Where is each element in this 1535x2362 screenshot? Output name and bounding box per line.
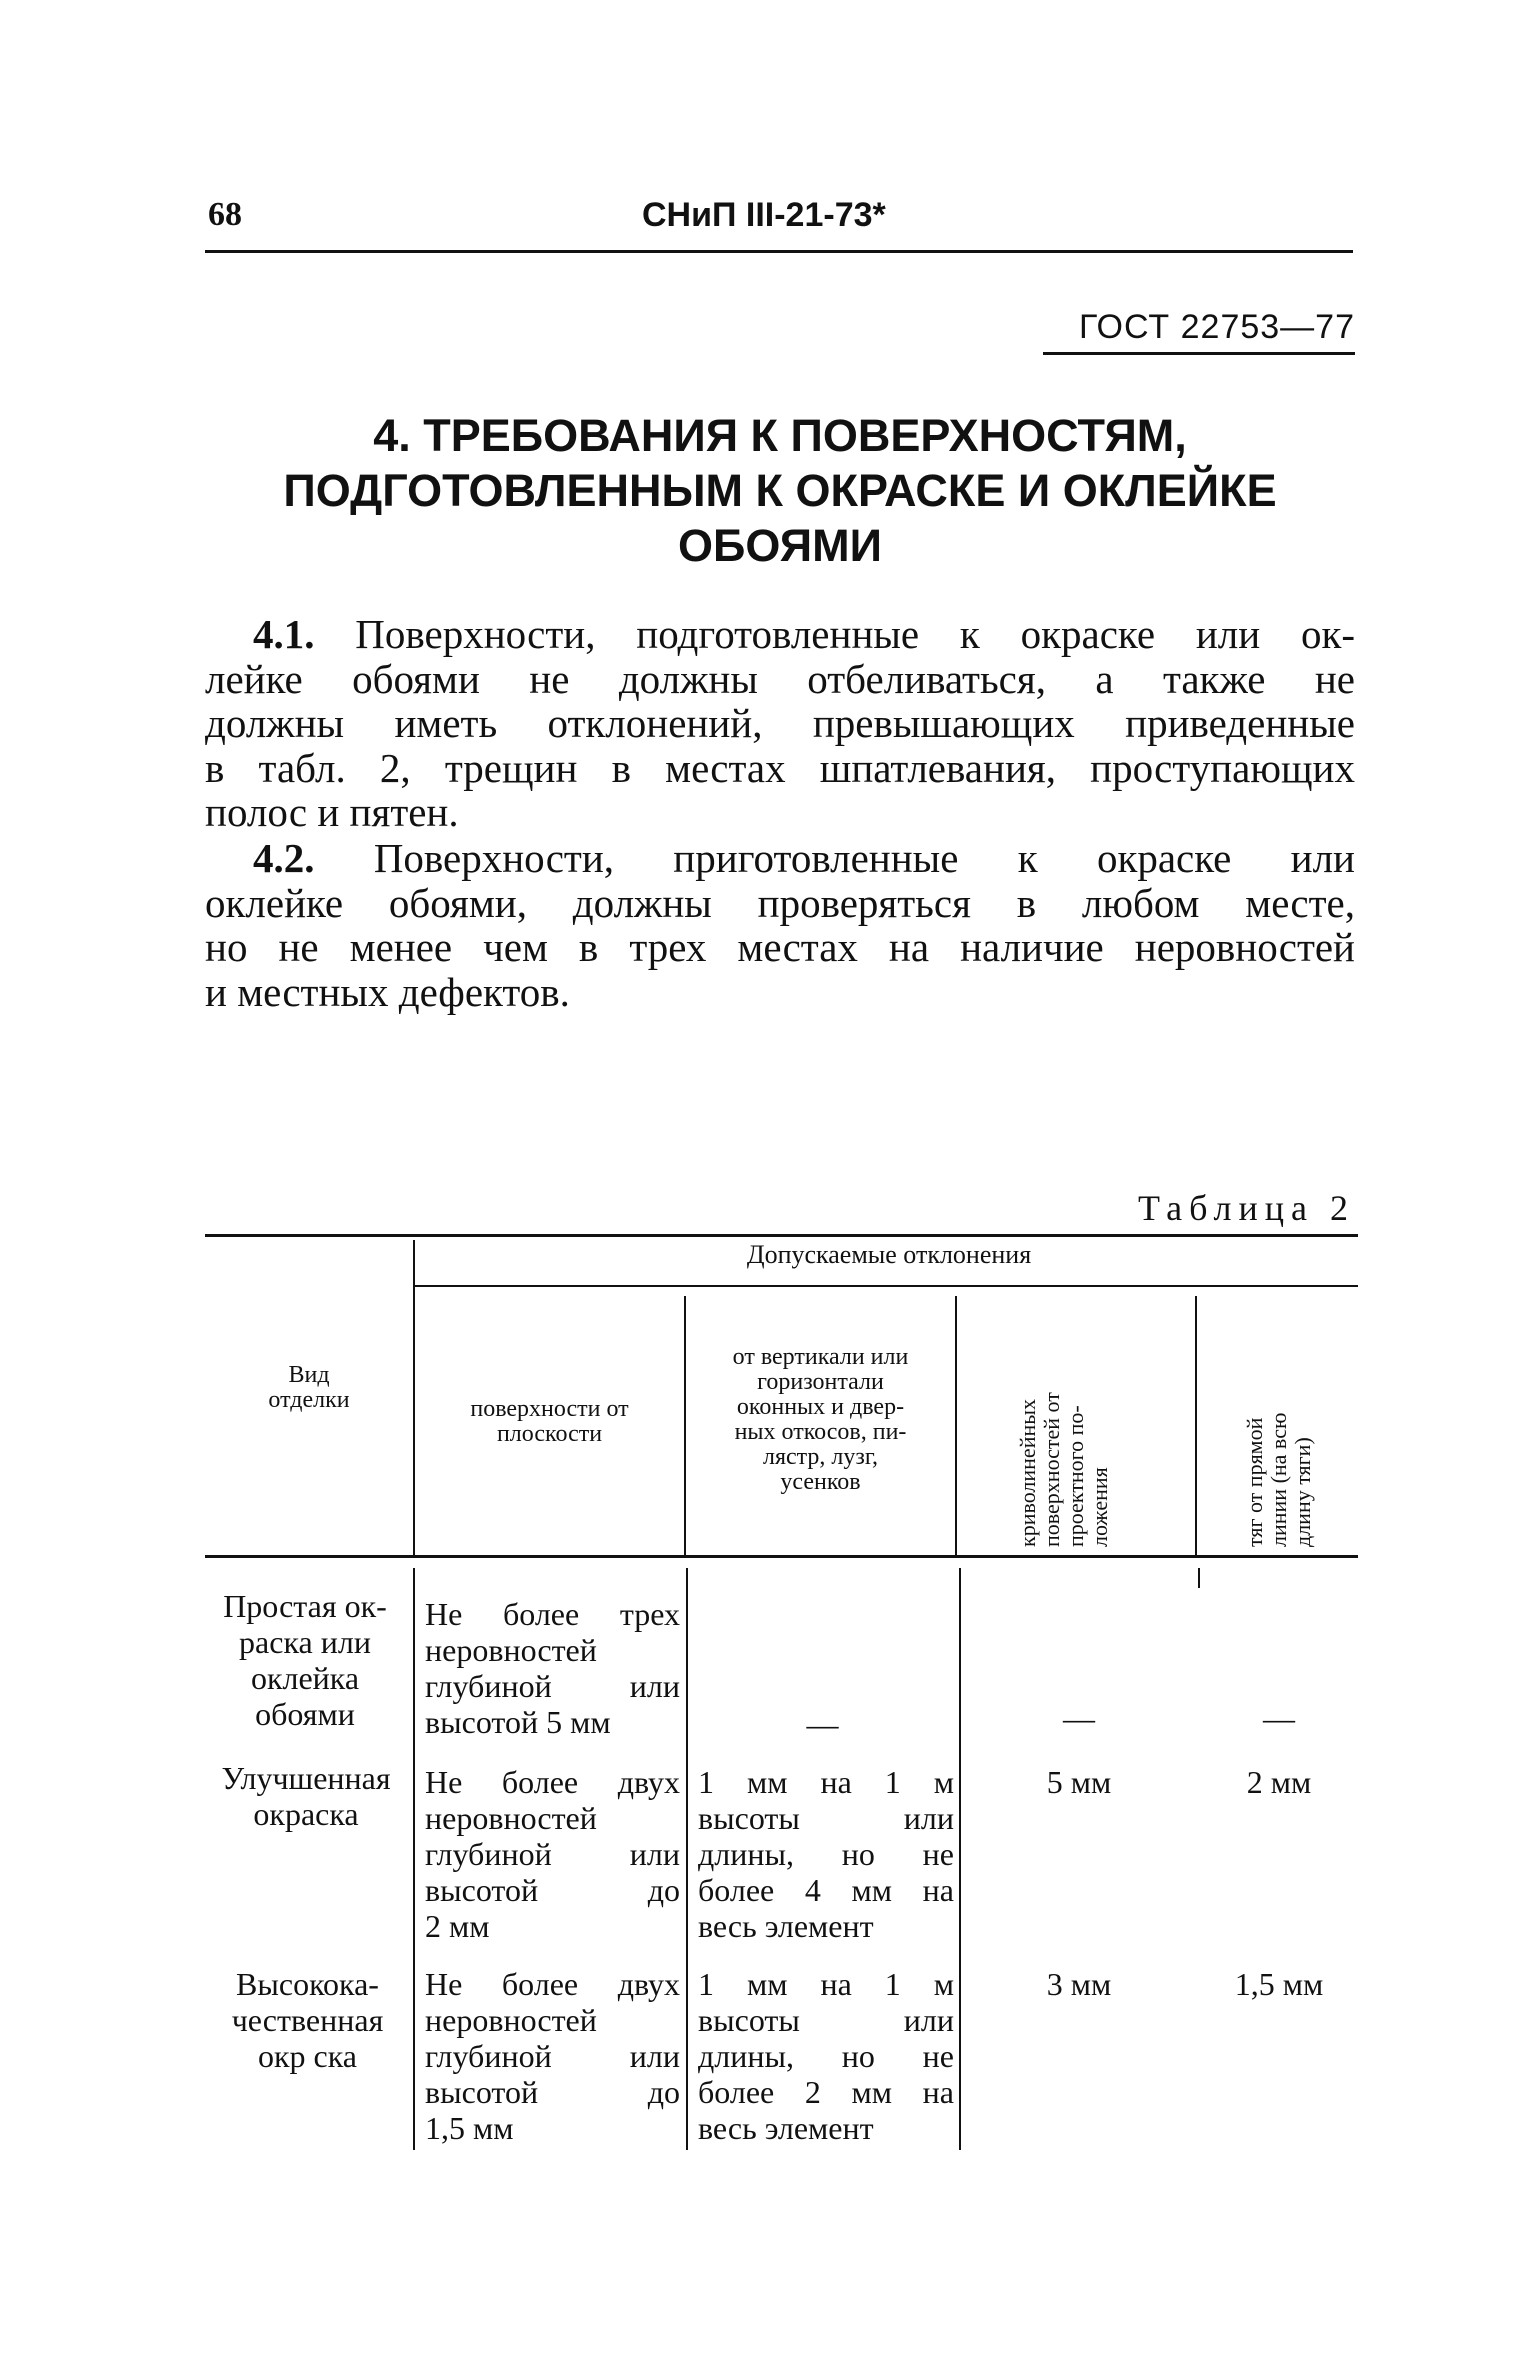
- paragraph-line: но не менее чем в трех местах на наличие неровностей: [205, 924, 1355, 970]
- section-heading-line: ОБОЯМИ: [678, 520, 882, 571]
- paragraph-4-1: [205, 612, 1355, 835]
- paragraph-line: полос и пятен.: [205, 789, 459, 835]
- table-cell-surface: Не более трех неровностей глубиной или высотой 5 мм: [425, 1596, 680, 1740]
- table-cell-vertical: —: [806, 1706, 839, 1742]
- table-header-rule: [205, 1555, 1358, 1558]
- table-cell-finish: Простая ок- раска или оклейка обоями: [223, 1588, 387, 1732]
- table-cell-rods: 1,5 мм: [1234, 1966, 1324, 2002]
- table-divider: [1198, 1568, 1200, 1588]
- table-caption: Таблица 2: [1138, 1188, 1355, 1228]
- paragraph-line: 4.1. Поверхности, подготовленные к окраске или ок-: [253, 611, 1356, 657]
- header-title: СНиП III-21-73*: [642, 196, 886, 234]
- section-heading: [205, 408, 1355, 573]
- table-divider: [686, 1568, 688, 2150]
- table-cell-finish: Улучшенная окраска: [221, 1760, 391, 1832]
- paragraph-number: 4.1.: [253, 611, 315, 657]
- column-header-finish-type: Вид отделки: [268, 1362, 350, 1413]
- paragraph-line: в табл. 2, трещин в местах шпатлевания, проступающих: [205, 744, 1355, 791]
- paragraph-line: должны иметь отклонений, превышающих приведенные: [205, 700, 1355, 746]
- table-top-rule: [205, 1234, 1358, 1237]
- standard-reference-underline: [1043, 352, 1355, 355]
- column-header-surface: поверхности от плоскости: [470, 1396, 629, 1447]
- header-divider: [205, 250, 1353, 253]
- table-cell-curved: —: [1063, 1700, 1095, 1736]
- table-divider: [955, 1296, 957, 1555]
- table-divider: [1195, 1296, 1197, 1555]
- table-divider: [413, 1568, 415, 2150]
- paragraph-line: лейке обоями не должны отбеливаться, а также не: [205, 655, 1355, 702]
- section-heading-line: ПОДГОТОВЛЕННЫМ К ОКРАСКЕ И ОКЛЕЙКЕ: [283, 465, 1277, 516]
- paragraph-line: оклейке обоями, должны проверяться в любом месте,: [205, 879, 1355, 926]
- table-cell-surface: Не более двух неровностей глубиной или высотой до 1,5 мм: [425, 1966, 680, 2146]
- table-cell-rods: —: [1263, 1700, 1295, 1736]
- table-cell-finish: Высокока- чественная окр ска: [231, 1966, 384, 2074]
- column-header-vertical: от вертикали или горизонтали оконных и двер- ных откосов, пи- лястр, лузг, усенков: [732, 1344, 909, 1495]
- section-heading-line: 4. ТРЕБОВАНИЯ К ПОВЕРХНОСТЯМ,: [373, 410, 1187, 461]
- table-cell-surface: Не более двух неровностей глубиной или высотой до 2 мм: [425, 1764, 680, 1944]
- column-header-rods: тяг от прямой линии (на всю длину тяги): [1242, 1412, 1315, 1547]
- column-header-curved: криволинейных поверхностей от проектного по- ложения: [1015, 1392, 1112, 1547]
- table-cell-vertical: 1 мм на 1 м высоты или длины, но не более 2 мм на весь элемент: [698, 1966, 954, 2146]
- table-cell-curved: 3 мм: [1046, 1966, 1112, 2002]
- standard-reference: ГОСТ 22753—77: [1079, 308, 1355, 346]
- table-cell-vertical: 1 мм на 1 м высоты или длины, но не более 4 мм на весь элемент: [698, 1764, 954, 1944]
- table-cell-rods: 2 мм: [1246, 1764, 1312, 1800]
- paragraph-line: 4.2. Поверхности, приготовленные к окраске или: [253, 835, 1355, 881]
- paragraph-4-2: [205, 836, 1355, 1014]
- paragraph-line: и местных дефектов.: [205, 968, 570, 1015]
- page-number: 68: [208, 196, 242, 233]
- table-divider: [959, 1568, 961, 2150]
- table-cell-curved: 5 мм: [1046, 1764, 1112, 1800]
- table-group-rule: [415, 1285, 1358, 1287]
- paragraph-number: 4.2.: [253, 835, 315, 881]
- table-group-header: Допускаемые отклонения: [746, 1240, 1032, 1269]
